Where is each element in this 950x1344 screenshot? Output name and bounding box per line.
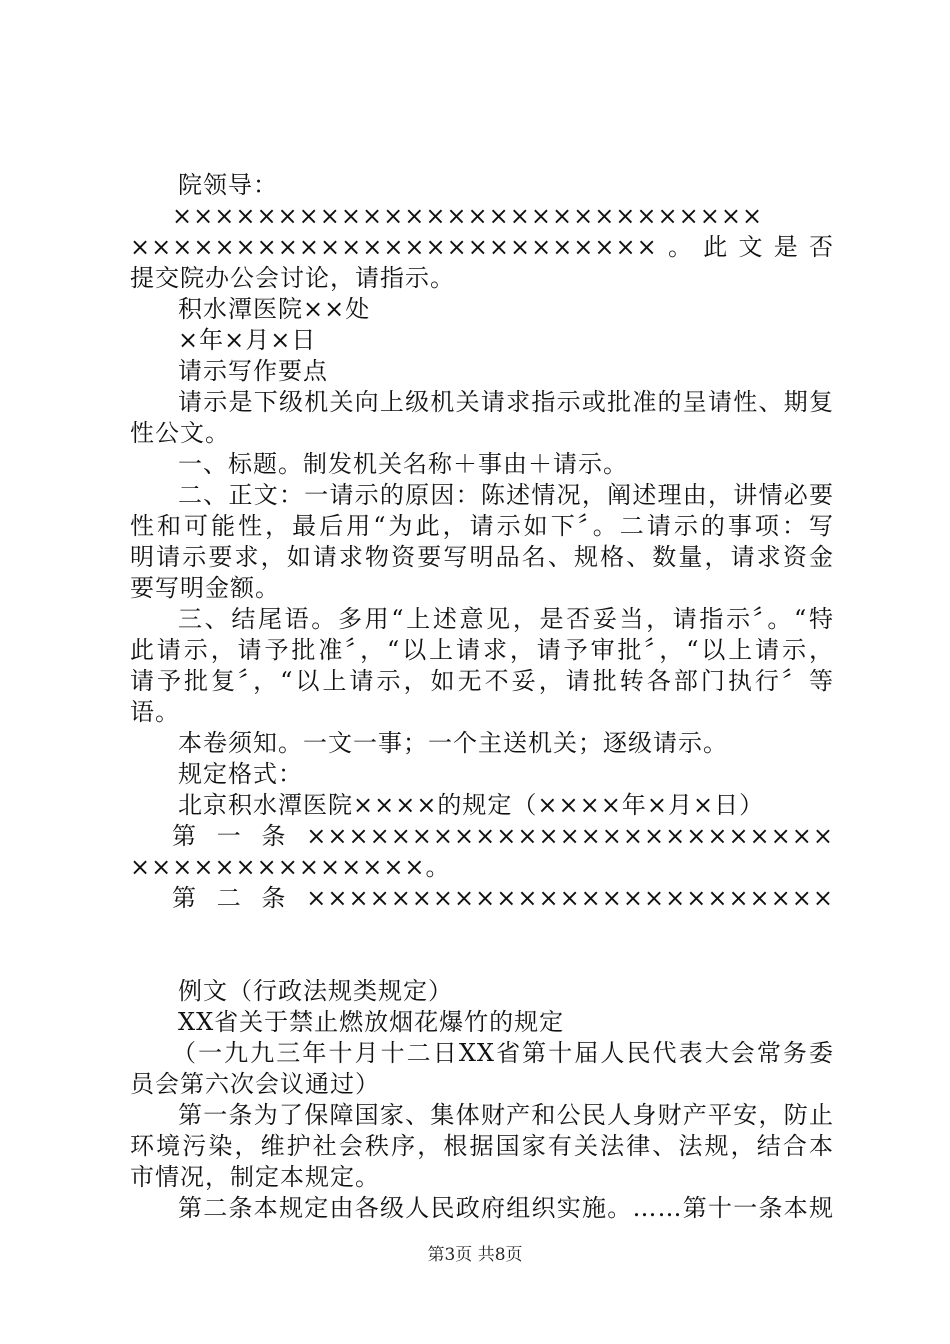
body-line: ××××××××××××××。	[130, 853, 451, 881]
signature-dept: 积水潭医院××处	[178, 295, 371, 323]
body-line: ×××××××××××××××××××××××××。此文是否	[130, 233, 834, 261]
body-line: 要写明金额。	[130, 574, 280, 602]
body-line: 性和可能性，最后用“为此，请示如下〞。二请示的事项：写	[130, 512, 834, 540]
body-line: 员会第六次会议通过）	[130, 1070, 380, 1098]
body-line: 第一条×××××××××××××××××××××××××	[172, 822, 834, 850]
body-line: 请示是下级机关向上级机关请求指示或批准的呈请性、期复	[178, 388, 834, 416]
section-heading: 请示写作要点	[178, 357, 328, 385]
section-heading: 规定格式：	[178, 760, 303, 788]
body-line: 市情况，制定本规定。	[130, 1163, 380, 1191]
page-number-footer: 第3页 共8页	[427, 1245, 523, 1265]
body-line: ××××××××××××××××××××××××××××	[172, 202, 764, 230]
body-line: 一、标题。制发机关名称＋事由＋请示。	[178, 450, 628, 478]
blank-space	[130, 914, 834, 976]
body-line: 第二条×××××××××××××××××××××××××	[172, 884, 834, 912]
body-line: 本卷须知。一文一事；一个主送机关；逐级请示。	[178, 729, 728, 757]
body-line: 环境污染，维护社会秩序，根据国家有关法律、法规，结合本	[130, 1132, 834, 1160]
body-line: 第一条为了保障国家、集体财产和公民人身财产平安，防止	[178, 1101, 834, 1129]
document-body	[130, 170, 834, 1224]
body-line: 此请示，请予批准〞，“以上请求，请予审批〞，“以上请示，	[130, 636, 834, 664]
body-line: 北京积水潭医院××××的规定（××××年×月×日）	[178, 791, 765, 819]
body-line: 二、正文：一请示的原因：陈述情况，阐述理由，讲情必要	[178, 481, 834, 509]
body-line: 请予批复〞，“以上请示，如无不妥，请批转各部门执行〞等	[130, 667, 834, 695]
salutation: 院领导：	[178, 171, 278, 199]
body-line: 语。	[130, 698, 180, 726]
body-line: 第二条本规定由各级人民政府组织实施。……第十一条本规	[178, 1194, 834, 1222]
body-line: （一九九三年十月十二日XX省第十届人民代表大会常务委	[172, 1039, 834, 1067]
example-title: XX省关于禁止燃放烟花爆竹的规定	[178, 1008, 565, 1036]
section-heading: 例文（行政法规类规定）	[178, 977, 453, 1005]
body-line: 提交院办公会讨论，请指示。	[130, 264, 455, 292]
signature-date: ×年×月×日	[178, 326, 317, 354]
body-line: 三、结尾语。多用“上述意见，是否妥当，请指示〞。“特	[178, 605, 834, 633]
body-line: 明请示要求，如请求物资要写明品名、规格、数量，请求资金	[130, 543, 834, 571]
body-line: 性公文。	[130, 419, 230, 447]
